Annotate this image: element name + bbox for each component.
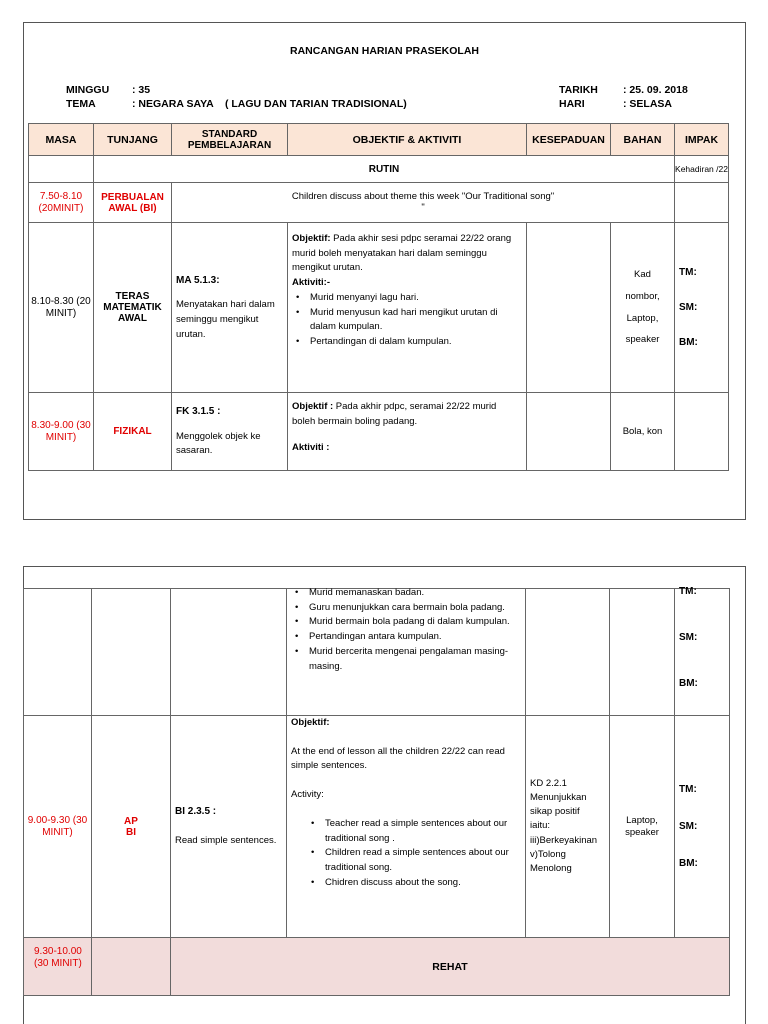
obj-text: Pada akhir sesi pdpc seramai 22/22 orang murid boleh menyatakan hari dalam seminggu mengikut urutan. xyxy=(292,233,512,274)
sp-code: MA 5.1.3: xyxy=(176,274,220,286)
objektif-cell xyxy=(288,393,527,471)
list-item: • Murid bermain bola padang di dalam kumpulan. xyxy=(291,615,521,630)
tarikh-value: : 25. 09. 2018 xyxy=(623,84,688,96)
lesson-table-page-2 xyxy=(23,588,730,996)
perbualan-text: Children discuss about theme this week "Our Traditional song" xyxy=(291,191,555,203)
akt-label: Aktiviti : xyxy=(292,442,330,454)
akt-label: Aktiviti:- xyxy=(292,277,330,289)
masa-cell: 8.10-8.30 (20 MINIT) xyxy=(29,223,94,393)
masa-cell: 9.00-9.30 (30 MINIT) xyxy=(24,716,92,938)
masa-cell: 9.30-10.00 (30 MINIT) xyxy=(24,938,92,996)
impak-cell: TM: SM: BM: xyxy=(675,223,729,393)
rutin-label: RUTIN xyxy=(94,156,675,183)
list-item: • Children read a simple sentences about our traditional song. xyxy=(307,846,521,875)
sp-text: Menyatakan hari dalam seminggu mengikut urutan. xyxy=(176,299,275,340)
rutin-row xyxy=(29,156,729,183)
tema-label: TEMA xyxy=(66,98,96,110)
obj-text: Pada akhir pdpc, seramai 22/22 murid boleh bermain boling padang. xyxy=(292,401,497,427)
lesson-table-page-1 xyxy=(28,123,729,471)
perbualan-cell xyxy=(172,183,675,223)
sp-text: Menggolek objek ke sasaran. xyxy=(176,430,261,457)
col-tunjang: TUNJANG xyxy=(94,124,172,156)
bahan-cell: Bola, kon xyxy=(611,393,675,471)
list-item: • Murid menyusun kad hari mengikut urutan di dalam kumpulan. xyxy=(292,306,522,335)
table-row xyxy=(24,589,730,716)
table-header-row xyxy=(29,124,729,156)
col-bahan: BAHAN xyxy=(611,124,675,156)
rutin-impak: Kehadiran /22 xyxy=(675,156,729,183)
hari-label: HARI xyxy=(559,98,585,110)
tunjang-cell: PERBUALAN AWAL (BI) xyxy=(94,183,172,223)
perbualan-quote: " xyxy=(421,201,425,213)
list-item: • Teacher read a simple sentences about our traditional song . xyxy=(307,817,521,846)
list-item: • Murid memanaskan badan. xyxy=(291,586,521,601)
masa-cell: 7.50-8.10 (20MINIT) xyxy=(29,183,94,223)
tunjang-cell: FIZIKAL xyxy=(94,393,172,471)
list-item: • Murid menyanyi lagu hari. xyxy=(292,291,522,306)
list-item: • Chidren discuss about the song. xyxy=(307,876,521,891)
tarikh-label: TARIKH xyxy=(559,84,598,96)
standard-cell xyxy=(171,716,287,938)
bahan-cell: Laptop, speaker xyxy=(610,716,675,938)
minggu-value: : 35 xyxy=(132,84,151,96)
impak-cell: TM: SM: BM: xyxy=(675,589,730,716)
col-objektif: OBJEKTIF & AKTIVITI xyxy=(288,124,527,156)
table-row xyxy=(24,716,730,938)
page-1 xyxy=(23,22,746,520)
obj-label: Objektif : xyxy=(292,401,334,412)
page-title: RANCANGAN HARIAN PRASEKOLAH xyxy=(290,45,479,57)
objektif-cell xyxy=(288,223,527,393)
activity-list xyxy=(291,586,521,674)
obj-label: Objektif: xyxy=(291,717,330,728)
tunjang-cell: AP BI xyxy=(92,716,171,938)
sp-code: FK 3.1.5 : xyxy=(176,406,221,418)
minggu-label: MINGGU xyxy=(66,84,110,96)
list-item: • Pertandingan di dalam kumpulan. xyxy=(292,335,522,350)
standard-cell xyxy=(172,223,288,393)
col-impak: IMPAK xyxy=(675,124,729,156)
page-2 xyxy=(23,566,746,1024)
rehat-label: REHAT xyxy=(171,938,730,996)
sp-text: Read simple sentences. xyxy=(175,834,277,846)
list-item: • Murid bercerita mengenai pengalaman masing-masing. xyxy=(291,645,521,674)
table-row xyxy=(29,393,729,471)
objektif-cell xyxy=(287,589,526,716)
table-row xyxy=(29,183,729,223)
objektif-cell xyxy=(287,716,526,938)
col-masa: MASA xyxy=(29,124,94,156)
hari-value: : SELASA xyxy=(623,98,673,110)
activity-list xyxy=(292,291,522,350)
list-item: • Guru menunjukkan cara bermain bola padang. xyxy=(291,601,521,616)
masa-cell: 8.30-9.00 (30 MINIT) xyxy=(29,393,94,471)
tema-value: : NEGARA SAYA ( LAGU DAN TARIAN TRADISIONAL) xyxy=(132,98,407,110)
impak-cell: TM: SM: BM: xyxy=(675,716,730,938)
kesepaduan-cell: KD 2.2.1 Menunjukkan sikap positif iaitu: iii)Berkeyakinan v)Tolong Menolong xyxy=(526,716,610,938)
rehat-row xyxy=(24,938,730,996)
tunjang-cell: TERAS MATEMATIK AWAL xyxy=(94,223,172,393)
activity-list xyxy=(291,817,521,891)
standard-cell xyxy=(172,393,288,471)
obj-text: At the end of lesson all the children 22/22 can read simple sentences. xyxy=(291,745,505,772)
list-item: • Pertandingan antara kumpulan. xyxy=(291,630,521,645)
bahan-cell: Kad nombor, Laptop, speaker xyxy=(611,223,675,393)
col-standard: STANDARD PEMBELAJARAN xyxy=(172,124,288,156)
col-kesepaduan: KESEPADUAN xyxy=(527,124,611,156)
obj-label: Objektif: xyxy=(292,233,331,244)
akt-label: Activity: xyxy=(291,789,324,801)
table-row xyxy=(29,223,729,393)
sp-code: BI 2.3.5 : xyxy=(175,806,217,818)
